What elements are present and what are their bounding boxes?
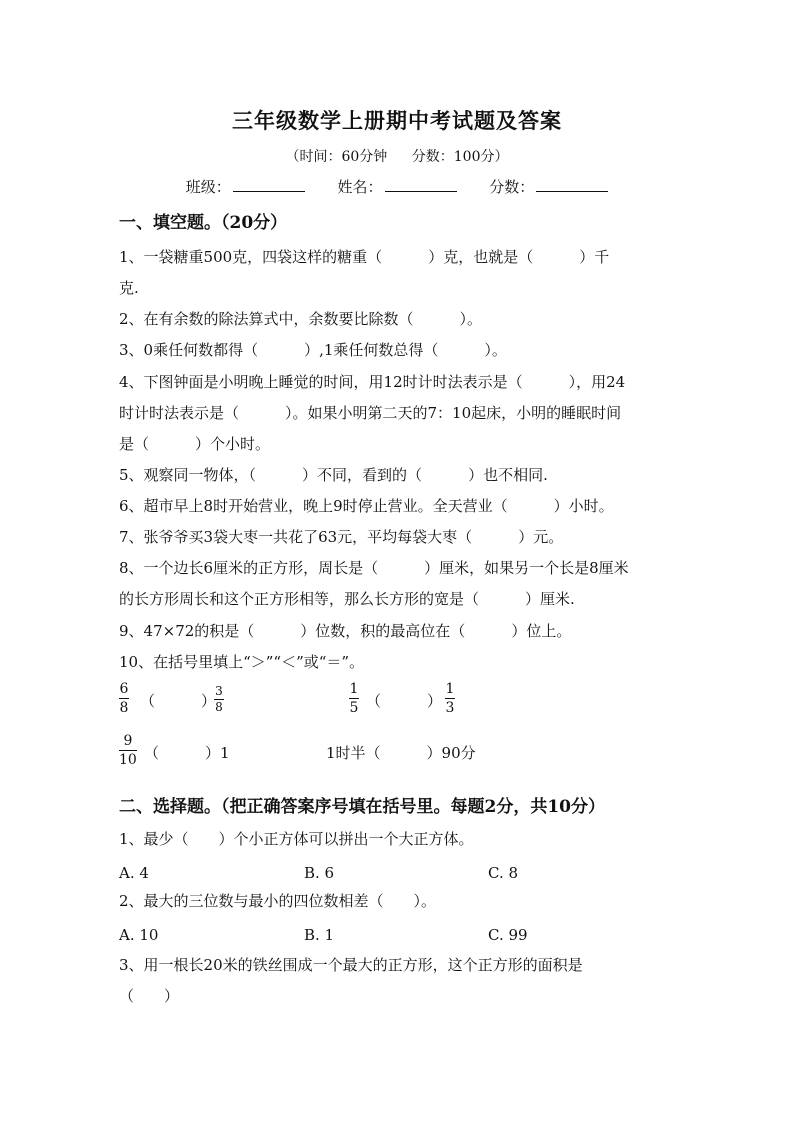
fraction-6-8: 6 8 [119,681,129,716]
fraction-1-3: 1 3 [445,681,455,716]
time-limit: （时间：60分钟 [285,149,388,165]
option-a[interactable]: A. 4 [119,864,149,882]
total-score: 分数：100分） [411,149,509,165]
exam-subtitle [0,146,794,166]
name-blank[interactable] [385,177,457,192]
question-1-3: 3、0乘任何数都得（ ）,1乘任何数总得（ ）。 [119,341,507,359]
class-label: 班级： [185,178,231,196]
class-blank[interactable] [233,177,305,192]
option-a[interactable]: A. 10 [119,926,159,944]
question-1-4: 4、下图钟面是小明晚上睡觉的时间，用12时计时法表示是（ ），用24 时计时法表示是（ ）。如果小明第二天的7：10起床，小明的睡眠时间 是（ ）个小时。 [119,373,626,453]
compare-blank-2[interactable]: （ ） [366,692,443,710]
name-label: 姓名： [337,178,383,196]
name-field[interactable] [337,176,456,197]
question-1-1: 1、一袋糖重500克，四袋这样的糖重（ ）克，也就是（ ）千 克. [119,248,610,297]
question-1-5: 5、观察同一物体，（ ）不同，看到的（ ）也不相同. [119,466,548,484]
question-1-9: 9、47×72的积是（ ）位数，积的最高位在（ ）位上。 [119,622,572,640]
option-b[interactable]: B. 6 [304,864,335,882]
option-b[interactable]: B. 1 [304,926,335,944]
question-1-7: 7、张爷爷买3袋大枣一共花了63元，平均每袋大枣（ ）元。 [119,528,564,546]
section-choice-heading: 二、选择题。（把正确答案序号填在括号里。每题2分，共10分） [119,797,605,817]
option-c[interactable]: C. 8 [488,864,519,882]
compare-blank-3[interactable]: （ ）1 [144,744,230,762]
fraction-1-5: 1 5 [349,681,359,716]
option-c[interactable]: C. 99 [488,926,528,944]
score-field[interactable] [489,176,608,197]
fraction-9-10: 9 10 [119,733,137,768]
fraction-3-8: 3 8 [215,684,223,714]
compare-blank-1[interactable]: （ ） [140,692,217,710]
page-title: 三年级数学上册期中考试题及答案 [232,108,562,133]
class-field[interactable] [186,176,305,197]
question-1-6: 6、超市早上8时开始营业，晚上9时停止营业。全天营业（ ）小时。 [119,497,614,515]
question-2-2: 2、最大的三位数与最小的四位数相差（ ）。 [119,892,437,910]
section-fill-blank-heading: 一、填空题。（20分） [119,213,288,233]
score-label: 分数： [489,178,535,196]
compare-blank-4[interactable]: 1时半（ ）90分 [326,744,476,762]
question-2-1: 1、最少（ ）个小正方体可以拼出一个大正方体。 [119,830,474,848]
question-1-2: 2、在有余数的除法算式中，余数要比除数（ ）。 [119,310,483,328]
student-info [0,176,794,197]
score-blank[interactable] [536,177,608,192]
question-1-8: 8、一个边长6厘米的正方形，周长是（ ）厘米，如果另一个长是8厘米 的长方形周长和这个正方形相等，那么长方形的宽是（ ）厘米. [119,559,629,608]
question-2-3: 3、用一根长20米的铁丝围成一个最大的正方形，这个正方形的面积是 （ ） [119,956,583,1005]
question-1-10: 10、在括号里填上“＞”“＜”或“＝”。 [119,653,365,671]
